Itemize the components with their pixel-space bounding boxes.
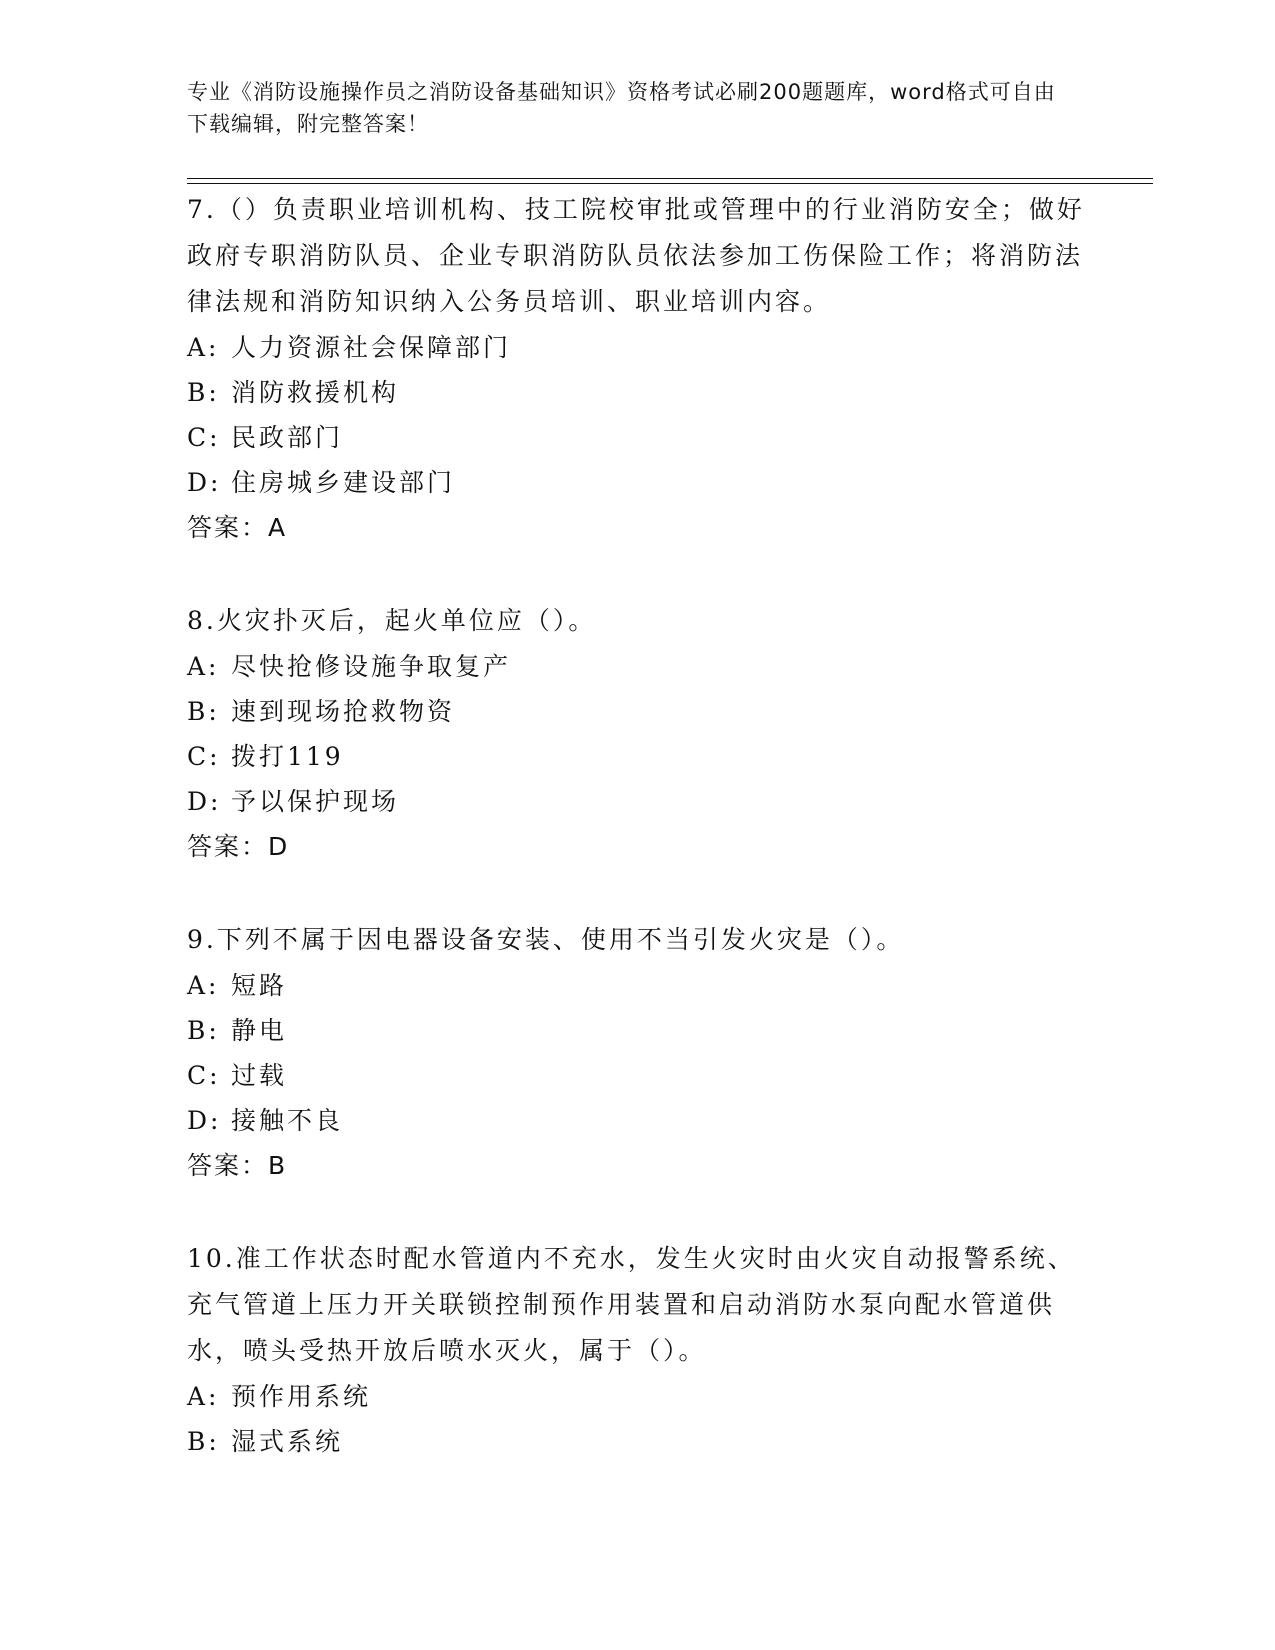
option-text: 短路 — [231, 971, 288, 1000]
option-letter: B: — [187, 378, 220, 407]
option-letter: B: — [187, 697, 220, 726]
option-d — [187, 779, 1087, 824]
option-letter: B: — [187, 1016, 220, 1045]
answer-line: 答案：B — [187, 1151, 288, 1180]
option-letter: A: — [187, 652, 220, 681]
option-a — [187, 644, 1087, 689]
question-10 — [187, 1236, 1087, 1464]
option-letter: A: — [187, 1382, 220, 1411]
option-letter: D: — [187, 787, 222, 816]
option-text: 住房城乡建设部门 — [231, 468, 456, 497]
question-9 — [187, 917, 1087, 1188]
option-text: 预作用系统 — [231, 1382, 372, 1411]
option-b — [187, 370, 1087, 415]
option-letter: C: — [187, 742, 221, 771]
question-stem: 7.（）负责职业培训机构、技工院校审批或管理中的行业消防安全；做好政府专职消防队员、企业专职消防队员依法参加工伤保险工作；将消防法律法规和消防知识纳入公务员培训、职业培训内容。 — [187, 195, 1085, 316]
option-text: 静电 — [231, 1016, 288, 1045]
option-d — [187, 1098, 1087, 1143]
option-letter: B: — [187, 1427, 220, 1456]
answer-line: 答案：D — [187, 832, 290, 861]
option-text: 接触不良 — [231, 1106, 344, 1135]
question-8 — [187, 598, 1087, 869]
option-b — [187, 1419, 1087, 1464]
option-text: 速到现场抢救物资 — [231, 697, 456, 726]
option-b — [187, 689, 1087, 734]
option-a — [187, 325, 1087, 370]
answer-line: 答案：A — [187, 513, 288, 542]
question-stem: 9.下列不属于因电器设备安装、使用不当引发火灾是（）。 — [187, 925, 905, 954]
option-letter: C: — [187, 423, 221, 452]
question-7 — [187, 187, 1087, 550]
document-intro: 专业《消防设施操作员之消防设备基础知识》资格考试必刷200题题库，word格式可自由下载编辑，附完整答案！ — [187, 80, 1056, 136]
option-letter: A: — [187, 971, 220, 1000]
header-divider-bottom — [187, 183, 1153, 184]
header-divider-top — [187, 178, 1153, 179]
option-b — [187, 1008, 1087, 1053]
option-text: 湿式系统 — [231, 1427, 344, 1456]
option-d — [187, 460, 1087, 505]
option-text: 过载 — [231, 1061, 288, 1090]
question-stem: 10.准工作状态时配水管道内不充水，发生火灾时由火灾自动报警系统、充气管道上压力开关联锁控制预作用装置和启动消防水泵向配水管道供水，喷头受热开放后喷水灭火，属于（）。 — [187, 1244, 1076, 1365]
option-text: 消防救援机构 — [231, 378, 400, 407]
option-a — [187, 963, 1087, 1008]
option-a — [187, 1374, 1087, 1419]
option-c — [187, 734, 1087, 779]
option-letter: D: — [187, 468, 222, 497]
option-text: 拨打119 — [231, 742, 344, 771]
option-text: 民政部门 — [231, 423, 344, 452]
option-letter: D: — [187, 1106, 222, 1135]
option-letter: A: — [187, 333, 220, 362]
option-text: 尽快抢修设施争取复产 — [231, 652, 512, 681]
question-stem: 8.火灾扑灭后，起火单位应（）。 — [187, 606, 597, 635]
option-text: 人力资源社会保障部门 — [231, 333, 512, 362]
option-c — [187, 415, 1087, 460]
option-c — [187, 1053, 1087, 1098]
option-text: 予以保护现场 — [231, 787, 400, 816]
option-letter: C: — [187, 1061, 221, 1090]
